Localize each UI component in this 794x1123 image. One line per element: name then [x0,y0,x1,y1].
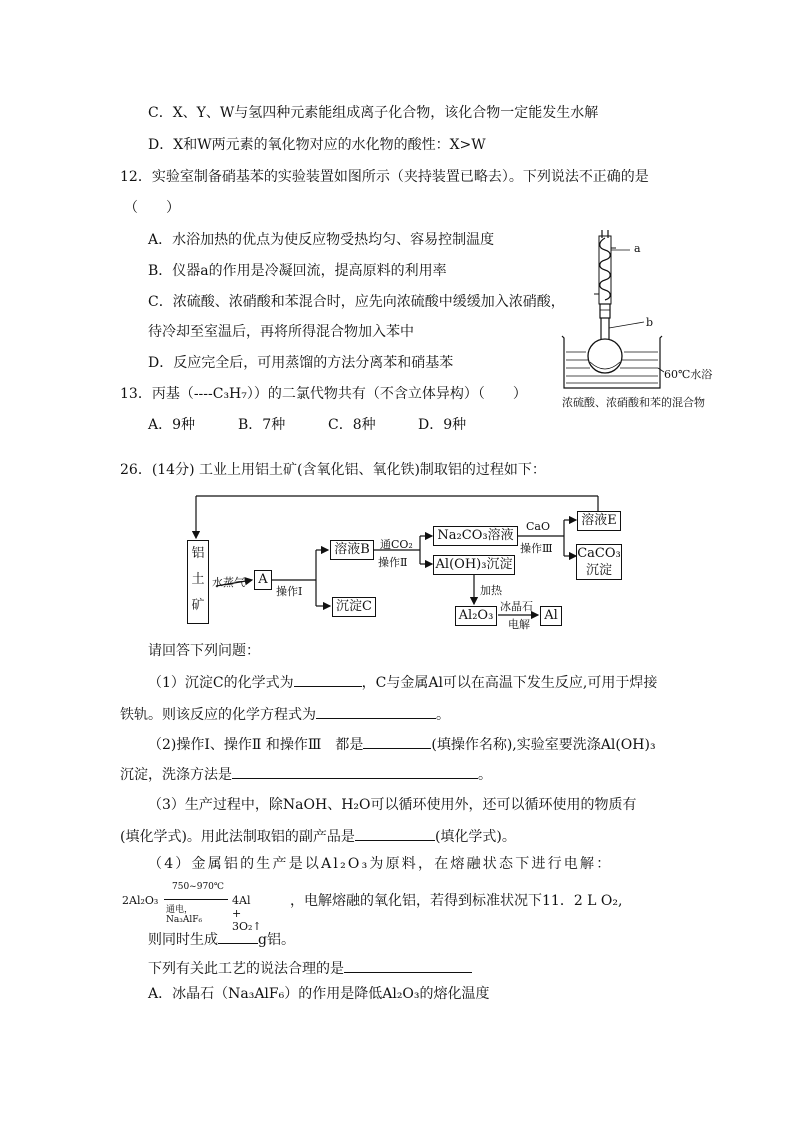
q12-option-d: D．反应完全后，可用蒸馏的方法分离苯和硝基苯 [148,355,454,371]
alumina-box: Al₂O₃ [455,606,497,626]
q26-part1-line2 [120,704,450,725]
equation-arrow-line [164,899,228,900]
q26-part1-text-d: 。 [436,707,450,723]
q12-paren: （ ） [124,200,180,216]
intermediate-a-box: A [254,570,272,590]
q26-part2-text-b: (填操作名称),实验室要洗涤Al(OH)₃ [431,737,656,753]
q26-part3-line2 [120,826,516,847]
q26-stem: 26．(14分) 工业上用铝土矿(含氧化铝、氧化铁)制取铝的过程如下： [120,462,546,478]
equation-reactant: 2Al₂O₃ [122,894,159,907]
solution-e-box: 溶液E [577,511,621,531]
caco3-line-2: 沉淀 [585,563,612,578]
q12-option-c: C．浓硫酸、浓硝酸和苯混合时，应先向浓硫酸中缓缓加入浓硝酸， [148,294,565,310]
sodium-carbonate-box: Na₂CO₃溶液 [433,526,518,546]
q12-stem: 12．实验室制备硝基苯的实验装置如图所示（夹持装置已略去）。下列说法不正确的是 [120,169,649,185]
answer-blank-byproduct[interactable] [355,826,435,841]
q26-part4-line2: ，电解熔融的氧化铝，若得到标准状况下11．2 L O₂, [290,893,623,909]
q13-option-a: A．9种 [148,417,196,433]
electrolysis-label: 电解 [508,618,530,631]
q26-part4-text-a: 则同时生成 [148,932,218,948]
heat-label: 加热 [480,584,502,597]
q13-option-b: B．7种 [238,417,286,433]
cao-label: CaO [526,520,550,533]
operation-1-label: 操作Ⅰ [276,585,303,598]
aluminum-product-box: Al [540,606,562,626]
q26-part2-text-c: 沉淀，洗涤方法是 [120,767,232,783]
q26-part4-text-b: g铝。 [258,932,295,948]
operation-2-label: 操作Ⅱ [378,556,408,569]
q26-part4-line4 [148,958,472,979]
q26-part4-line1: （4）金属铝的生产是以Al₂O₃为原料，在熔融状态下进行电解： [148,856,613,872]
q13-stem: 13．丙基（----C₃H₇））的二氯代物共有（不含立体异构）（ ） [120,386,527,402]
q11-option-d: D．X和W两元素的氧化物对应的水化物的酸性：X>W [148,137,486,153]
answer-blank-reasonable-statement[interactable] [344,958,472,973]
co2-label: 通CO₂ [380,538,413,551]
equation-condition-top: 750~970℃ [172,882,224,892]
aluminum-hydroxide-box: Al(OH)₃沉淀 [433,555,515,575]
q26-part4-text-c: 下列有关此工艺的说法合理的是 [148,961,344,977]
q26-part2-text-a: （2)操作Ⅰ、操作Ⅱ 和操作Ⅲ 都是 [148,737,364,753]
water-bath-label: 60℃水浴 [664,368,713,381]
condenser-label-a: a [634,242,641,255]
q26-part2-line2 [120,764,492,785]
q12-option-a: A．水浴加热的优点为使反应物受热均匀、容易控制温度 [148,232,495,248]
q26-part2-line1 [148,734,656,755]
bauxite-char-3: 矿 [191,598,205,613]
q26-part3-text-b: (填化学式)。 [434,829,516,845]
q26-intro: 请回答下列问题： [148,643,260,659]
q26-part1-text-c: 铁轨。则该反应的化学方程式为 [120,707,316,723]
caco3-line-1: CaCO₃ [577,546,621,561]
answer-blank-precipitate-c[interactable] [294,672,362,687]
q26-part1-text-b: ，C与金属Al可以在高温下发生反应,可用于焊接 [361,675,658,691]
q26-part1-text-a: （1）沉淀C的化学式为 [148,675,294,691]
bauxite-char-1: 铝 [191,546,205,561]
mixture-caption: 浓硫酸、浓硝酸和苯的混合物 [562,396,705,409]
answer-blank-aluminum-mass[interactable] [218,929,258,944]
q26-part4-line3 [148,929,295,950]
answer-blank-thermite-equation[interactable] [316,704,436,719]
calcium-carbonate-box [576,544,622,580]
q26-part3-line1: （3）生产过程中，除NaOH、H₂O可以循环使用外，还可以循环使用的物质有 [148,797,637,813]
q26-part4-option-a: A．冰晶石（Na₃AlF₆）的作用是降低Al₂O₃的熔化温度 [148,986,490,1002]
bauxite-char-2: 土 [191,572,205,587]
q26-part2-text-d: 。 [478,767,492,783]
q13-option-d: D．9种 [418,417,467,433]
q13-option-c: C．8种 [328,417,376,433]
equation-condition-bottom: 通电，Na₃AlF₆ [166,905,203,925]
q11-option-c: C．X、Y、W与氢四种元素能组成离子化合物，该化合物一定能发生水解 [148,105,599,121]
cryolite-label: 冰晶石 [500,600,533,613]
q12-option-c-cont: 待冷却至室温后，再将所得混合物加入苯中 [148,324,414,340]
solution-b-box: 溶液B [330,540,374,560]
clamp-label-b: b [646,316,654,329]
steam-label: 水蒸气 [212,576,245,589]
q26-part3-text-a: (填化学式)。用此法制取铝的副产品是 [120,829,355,845]
equation-products: 4Al + 3O₂↑ [232,894,262,933]
q26-part1-line1 [148,672,657,693]
precipitate-c-box: 沉淀C [332,597,376,617]
answer-blank-operation-name[interactable] [363,734,431,749]
q12-option-b: B．仪器a的作用是冷凝回流，提高原料的利用率 [148,263,447,279]
operation-3-label: 操作Ⅲ [520,542,553,555]
answer-blank-washing-method[interactable] [232,764,478,779]
bauxite-box [187,540,209,624]
